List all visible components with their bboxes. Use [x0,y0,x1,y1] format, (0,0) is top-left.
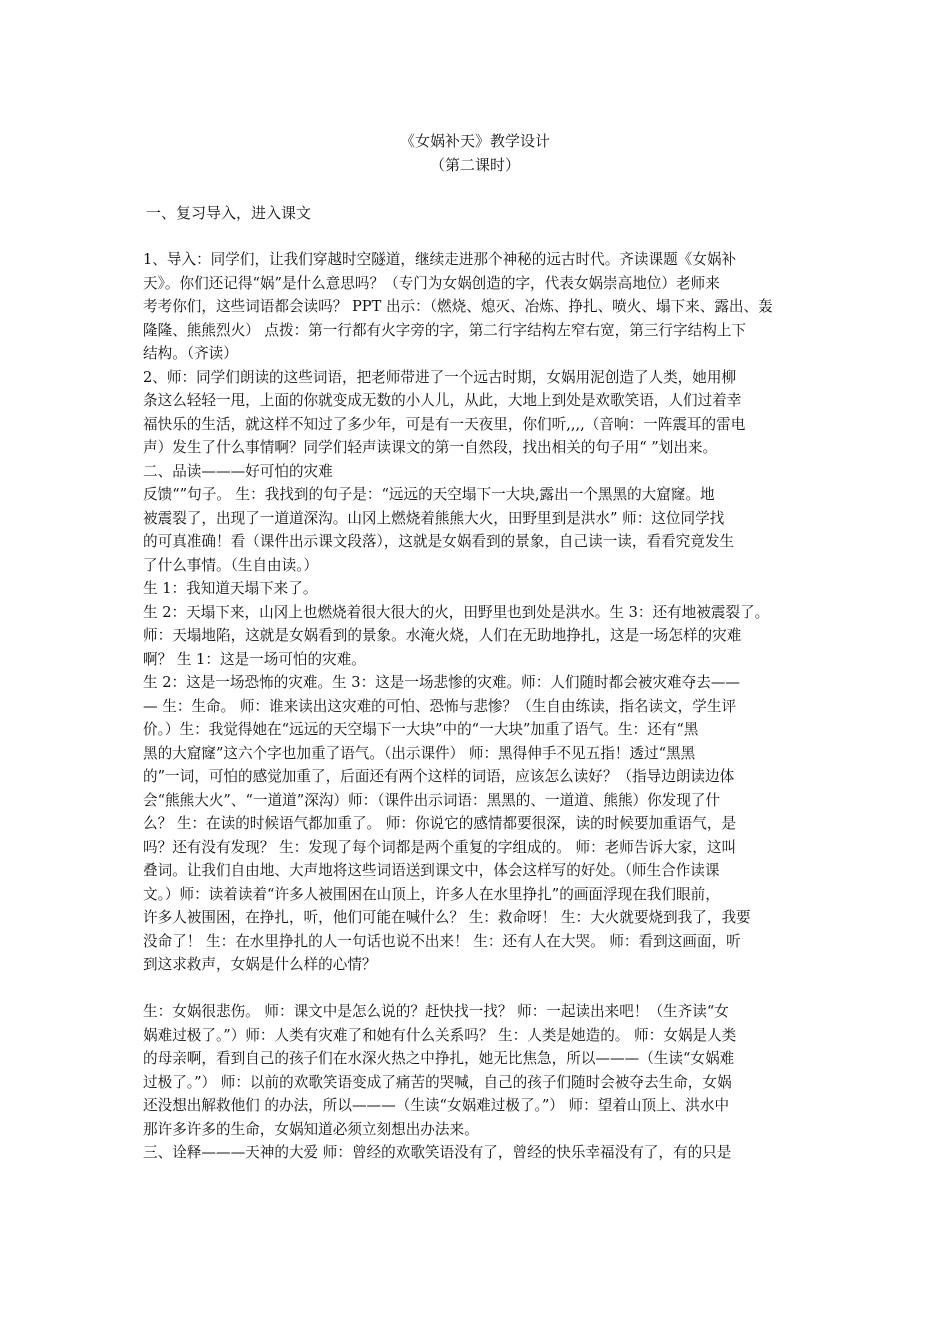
paragraph-line: 了什么事情。（生自由读。） [143,556,319,574]
document-subtitle: （第二课时） [429,156,520,174]
paragraph-line: 么？ 生：在读的时候语气都加重了。 师：你说它的感情都要很深，读的时候要加重语气，是 [143,815,737,832]
paragraph-line: 那许多许多的生命，女娲知道必须立刻想出办法来。 [143,1120,479,1138]
paragraph-line: 天》。你们还记得“娲”是什么意思吗？（专门为女娲创造的字，代表女娲崇高地位）老师来 [143,274,720,292]
paragraph-line: 到这求救声，女娲是什么样的心情？ [143,956,377,973]
paragraph-line: 啊？ 生 1：这是一场可怕的灾难。 [143,650,366,668]
document-body [143,248,821,1165]
paragraph-line: 生 2：天塌下来，山冈上也燃烧着很大很大的火，田野里也到处是洪水。生 3：还有地被震裂了。 [143,603,770,621]
paragraph-line: 还没想出解救他们 的办法，所以———（生读“女娲难过极了。”） 师：望着山顶上、洪水中 [143,1097,730,1114]
paragraph-line: 许多人被围困，在挣扎，听，他们可能在喊什么？ 生：救命呀！ 生：大火就要烧到我了，我要 [143,909,751,926]
paragraph-line: 生：女娲很悲伤。 师：课文中是怎么说的？赶快找一找？ 师：一起读出来吧！（生齐读“女 [143,1003,729,1020]
paragraph-line: 考考你们，这些词语都会读吗？ PPT 出示：（燃烧、熄灭、冶炼、挣扎、喷火、塌下来、露出、轰 [143,298,773,315]
paragraph-line: 二、品读———好可怕的灾难 [143,462,333,480]
section-heading-review: 一、复习导入，进入课文 [146,204,312,222]
paragraph-line: 吗？还有没有发现？ 生：发现了每个词都是两个重复的字组成的。 师：老师告诉大家，这叫 [143,838,737,856]
paragraph-line: 会“熊熊大火”、“一道道”深沟）师：（课件出示词语：黑黑的、一道道、熊熊）你发现了什 [143,791,721,809]
paragraph-line: 的”一词，可怕的感觉加重了，后面还有两个这样的词语，应该怎么读好？（指导边朗读边体 [143,768,735,785]
document-title: 《女娲补天》教学设计 [399,132,550,150]
paragraph-line: 生 2：这是一场恐怖的灾难。生 3：这是一场悲惨的灾难。师：人们随时都会被灾难夺去—— [143,674,741,691]
paragraph-line: 过极了。”） 师：以前的欢歌笑语变成了痛苦的哭喊，自己的孩子们随时会被夺去生命，女娲 [143,1073,732,1091]
paragraph-line: — 生：生命。 师：谁来读出这灾难的可怕、恐怖与悲惨？（生自由练读，指名读文，学生评 [143,697,737,715]
paragraph-line: 声）发生了什么事情啊？同学们轻声读课文的第一自然段，找出相关的句子用“ ”划出来。 [143,439,718,456]
paragraph-line: 1、导入：同学们，让我们穿越时空隧道，继续走进那个神秘的远古时代。齐读课题《女娲补 [143,251,737,268]
paragraph-line: 条这么轻轻一甩，上面的你就变成无数的小人儿，从此，大地上到处是欢歌笑语，人们过着幸 [143,392,742,409]
paragraph-line: 隆隆、熊熊烈火） 点拨：第一行都有火字旁的字，第二行字结构左窄右宽，第三行字结构上下 [143,321,746,339]
paragraph-line: 的母亲啊，看到自己的孩子们在水深火热之中挣扎，她无比焦急，所以———（生读“女娲难 [143,1050,735,1067]
paragraph-line: 没命了！ 生：在水里挣扎的人一句话也说不出来！ 生：还有人在大哭。 师：看到这画面，听 [143,932,741,950]
paragraph-line: 反馈“”句子。 生：我找到的句子是：“远远的天空塌下一大块,露出一个黑黑的大窟窿。地 [143,486,715,503]
paragraph-line: 叠词。让我们自由地、大声地将这些词语送到课文中，体会这样写的好处。（师生合作读课 [143,862,720,879]
paragraph-line: 娲难过极了。”）师：人类有灾难了和她有什么关系吗？ 生：人类是她造的。 师：女娲是人类 [143,1026,737,1044]
paragraph-line: 三、诠释———天神的大爱 师：曾经的欢歌笑语没有了，曾经的快乐幸福没有了，有的只是 [143,1144,732,1161]
paragraph-line: 师：天塌地陷，这就是女娲看到的景象。水淹火烧，人们在无助地挣扎，这是一场怎样的灾难 [143,627,742,644]
paragraph-line: 生 1：我知道天塌下来了。 [143,580,318,597]
paragraph-line: 福快乐的生活，就这样不知过了多少年，可是有一天夜里，你们听,,,,（音响：一阵震耳的雷电 [143,415,746,433]
paragraph-line: 被震裂了，出现了一道道深沟。山冈上燃烧着熊熊大火，田野里到是洪水” 师：这位同学找 [143,509,725,527]
blank-line [143,977,821,1001]
paragraph-line: 文。）师：读着读着“许多人被围困在山顶上，许多人在水里挣扎”的画面浮现在我们眼前， [143,885,720,903]
paragraph-line: 结构。（齐读） [143,345,238,362]
paragraph-line: 的可真准确！看（课件出示课文段落），这就是女娲看到的景象，自己读一读，看看究竟发生 [143,533,735,550]
paragraph-line: 2、师：同学们朗读的这些词语，把老师带进了一个远古时期，女娲用泥创造了人类，她用柳 [143,368,737,386]
paragraph-line: 黑的大窟窿”这六个字也加重了语气。（出示课件） 师：黑得伸手不见五指！透过“黑黑 [143,744,696,762]
paragraph-line: 价。）生：我觉得她在“远远的天空塌下一大块”中的“一大块”加重了语气。生：还有“黑 [143,721,699,738]
